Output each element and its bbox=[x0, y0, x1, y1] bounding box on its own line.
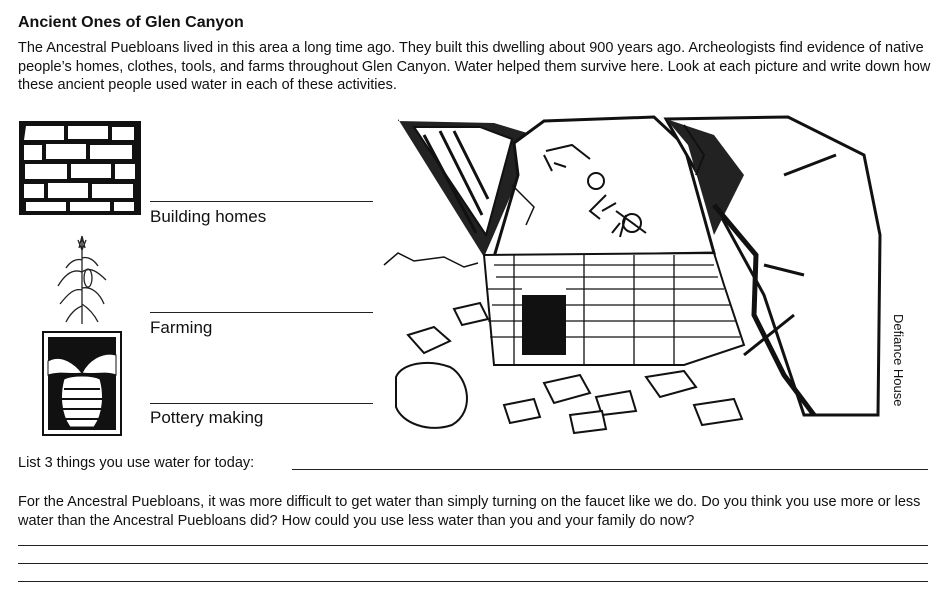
label-building-homes: Building homes bbox=[150, 207, 267, 226]
corn-plant-icon bbox=[52, 232, 112, 326]
label-farming: Farming bbox=[150, 318, 213, 337]
pottery-hands-icon bbox=[42, 331, 122, 436]
defiance-house-drawing bbox=[384, 115, 884, 437]
answer-line-building[interactable] bbox=[150, 201, 373, 202]
answer-line-water-uses[interactable] bbox=[292, 469, 928, 470]
label-pottery-making: Pottery making bbox=[150, 408, 264, 427]
answer-line-2[interactable] bbox=[18, 563, 928, 564]
brick-wall-icon bbox=[18, 120, 142, 216]
worksheet-title: Ancient Ones of Glen Canyon bbox=[18, 14, 244, 31]
photo-caption-wrapper bbox=[892, 314, 908, 414]
question-water-uses: List 3 things you use water for today: bbox=[18, 455, 255, 471]
answer-line-farming[interactable] bbox=[150, 312, 373, 313]
intro-paragraph: The Ancestral Puebloans lived in this area a long time ago. They built this dwelling about 900 years ago. Archeologists find evidence of native people’s homes, clothes, tools, and farms throughout Glen Canyon. Water helped them survive here. Look at each picture and write down how these ancient people used water in each of these activities. bbox=[18, 40, 931, 93]
answer-line-pottery[interactable] bbox=[150, 403, 373, 404]
question-water-comparison: For the Ancestral Puebloans, it was more difficult to get water than simply turning on the faucet like we do. Do you think you use more or less water than the Ancestral Puebloans did? How could you use less water than you and your family do now? bbox=[18, 494, 921, 529]
answer-line-1[interactable] bbox=[18, 545, 928, 546]
photo-caption: Defiance House bbox=[891, 314, 906, 407]
answer-line-3[interactable] bbox=[18, 581, 928, 582]
